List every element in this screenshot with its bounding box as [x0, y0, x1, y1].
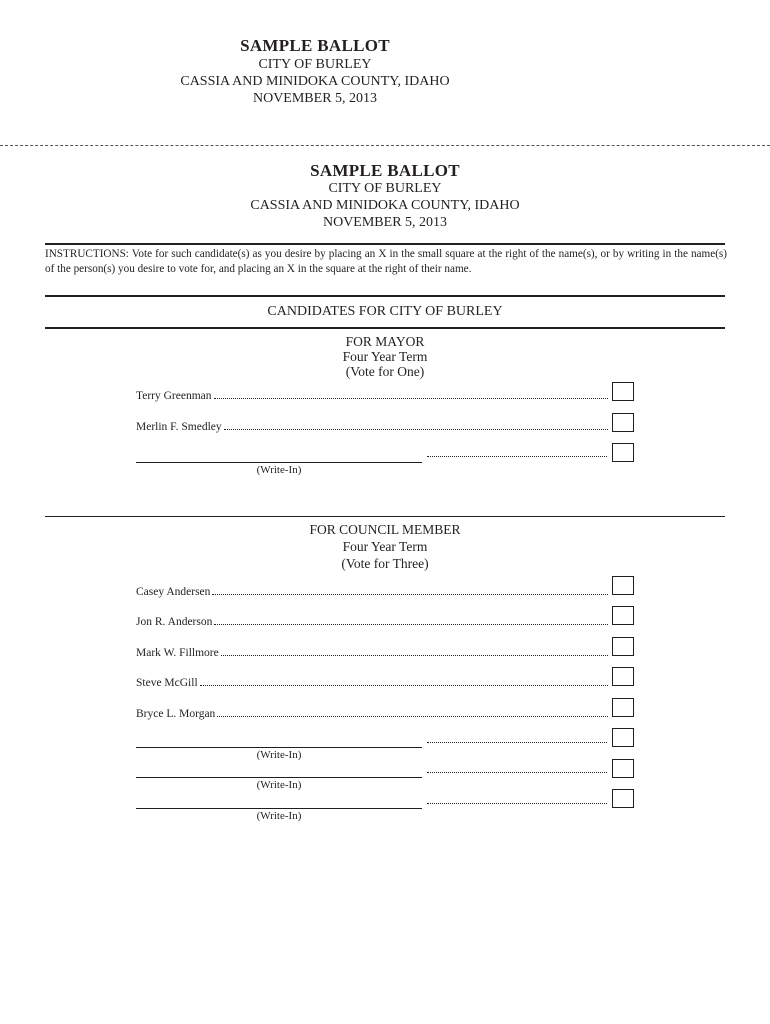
ballot-title-top: SAMPLE BALLOT: [240, 36, 390, 55]
leader-dots: [221, 654, 608, 656]
candidate-row: [136, 582, 608, 598]
election-date-top: NOVEMBER 5, 2013: [252, 91, 378, 106]
county-name: CASSIA AND MINIDOKA COUNTY, IDAHO: [250, 198, 520, 213]
leader-dots: [427, 772, 607, 773]
leader-dots: [224, 428, 608, 430]
instructions-text: INSTRUCTIONS: Vote for such candidate(s) as you desire by placing an X in the small square at the right of the name(s), or by writing in the name(s) of the person(s) you desire to vote for, and placing an X in the square at the right of their name.: [45, 248, 727, 275]
candidate-name: Jon R. Anderson: [136, 616, 213, 628]
perforation-line: [0, 145, 770, 146]
candidate-name: Mark W. Fillmore: [136, 647, 219, 659]
candidate-row: [136, 386, 608, 402]
vote-checkbox[interactable]: [612, 576, 634, 595]
leader-dots: [427, 803, 607, 804]
candidate-row: [136, 704, 608, 720]
write-in-line[interactable]: [136, 462, 422, 463]
divider: [45, 327, 725, 329]
ballot-title: SAMPLE BALLOT: [310, 161, 460, 180]
candidate-name: Steve McGill: [136, 677, 198, 689]
section-title: CANDIDATES FOR CITY OF BURLEY: [267, 304, 503, 319]
leader-dots: [214, 623, 608, 625]
vote-checkbox[interactable]: [612, 637, 634, 656]
write-in-line[interactable]: [136, 747, 422, 748]
write-in-line[interactable]: [136, 777, 422, 778]
divider: [45, 516, 725, 517]
candidate-name: Merlin F. Smedley: [136, 421, 222, 433]
mayor-office-title: FOR MAYOR: [345, 334, 425, 349]
candidate-name: Bryce L. Morgan: [136, 708, 216, 720]
council-term: Four Year Term: [342, 539, 428, 554]
election-date: NOVEMBER 5, 2013: [322, 215, 448, 230]
candidate-row: [136, 673, 608, 689]
candidate-name: Terry Greenman: [136, 390, 212, 402]
candidate-name: Casey Andersen: [136, 586, 211, 598]
vote-checkbox[interactable]: [612, 667, 634, 686]
county-name-top: CASSIA AND MINIDOKA COUNTY, IDAHO: [180, 74, 450, 89]
divider: [45, 243, 725, 245]
leader-dots: [427, 456, 607, 457]
write-in-label: (Write-In): [256, 464, 302, 476]
vote-checkbox[interactable]: [612, 789, 634, 808]
mayor-vote-for: (Vote for One): [345, 364, 425, 379]
leader-dots: [214, 397, 608, 399]
leader-dots: [200, 684, 608, 686]
leader-dots: [217, 715, 608, 717]
candidate-row: [136, 643, 608, 659]
council-vote-for: (Vote for Three): [341, 556, 429, 571]
city-name: CITY OF BURLEY: [328, 181, 442, 196]
write-in-label: (Write-In): [256, 779, 302, 791]
city-name-top: CITY OF BURLEY: [258, 57, 372, 72]
write-in-label: (Write-In): [256, 810, 302, 822]
write-in-label: (Write-In): [256, 749, 302, 761]
vote-checkbox[interactable]: [612, 759, 634, 778]
divider: [45, 295, 725, 297]
mayor-term: Four Year Term: [342, 349, 428, 364]
leader-dots: [212, 593, 608, 595]
write-in-line[interactable]: [136, 808, 422, 809]
vote-checkbox[interactable]: [612, 728, 634, 747]
leader-dots: [427, 742, 607, 743]
candidate-row: [136, 417, 608, 433]
vote-checkbox[interactable]: [612, 443, 634, 462]
vote-checkbox[interactable]: [612, 413, 634, 432]
vote-checkbox[interactable]: [612, 606, 634, 625]
council-office-title: FOR COUNCIL MEMBER: [309, 522, 461, 537]
vote-checkbox[interactable]: [612, 382, 634, 401]
vote-checkbox[interactable]: [612, 698, 634, 717]
candidate-row: [136, 612, 608, 628]
